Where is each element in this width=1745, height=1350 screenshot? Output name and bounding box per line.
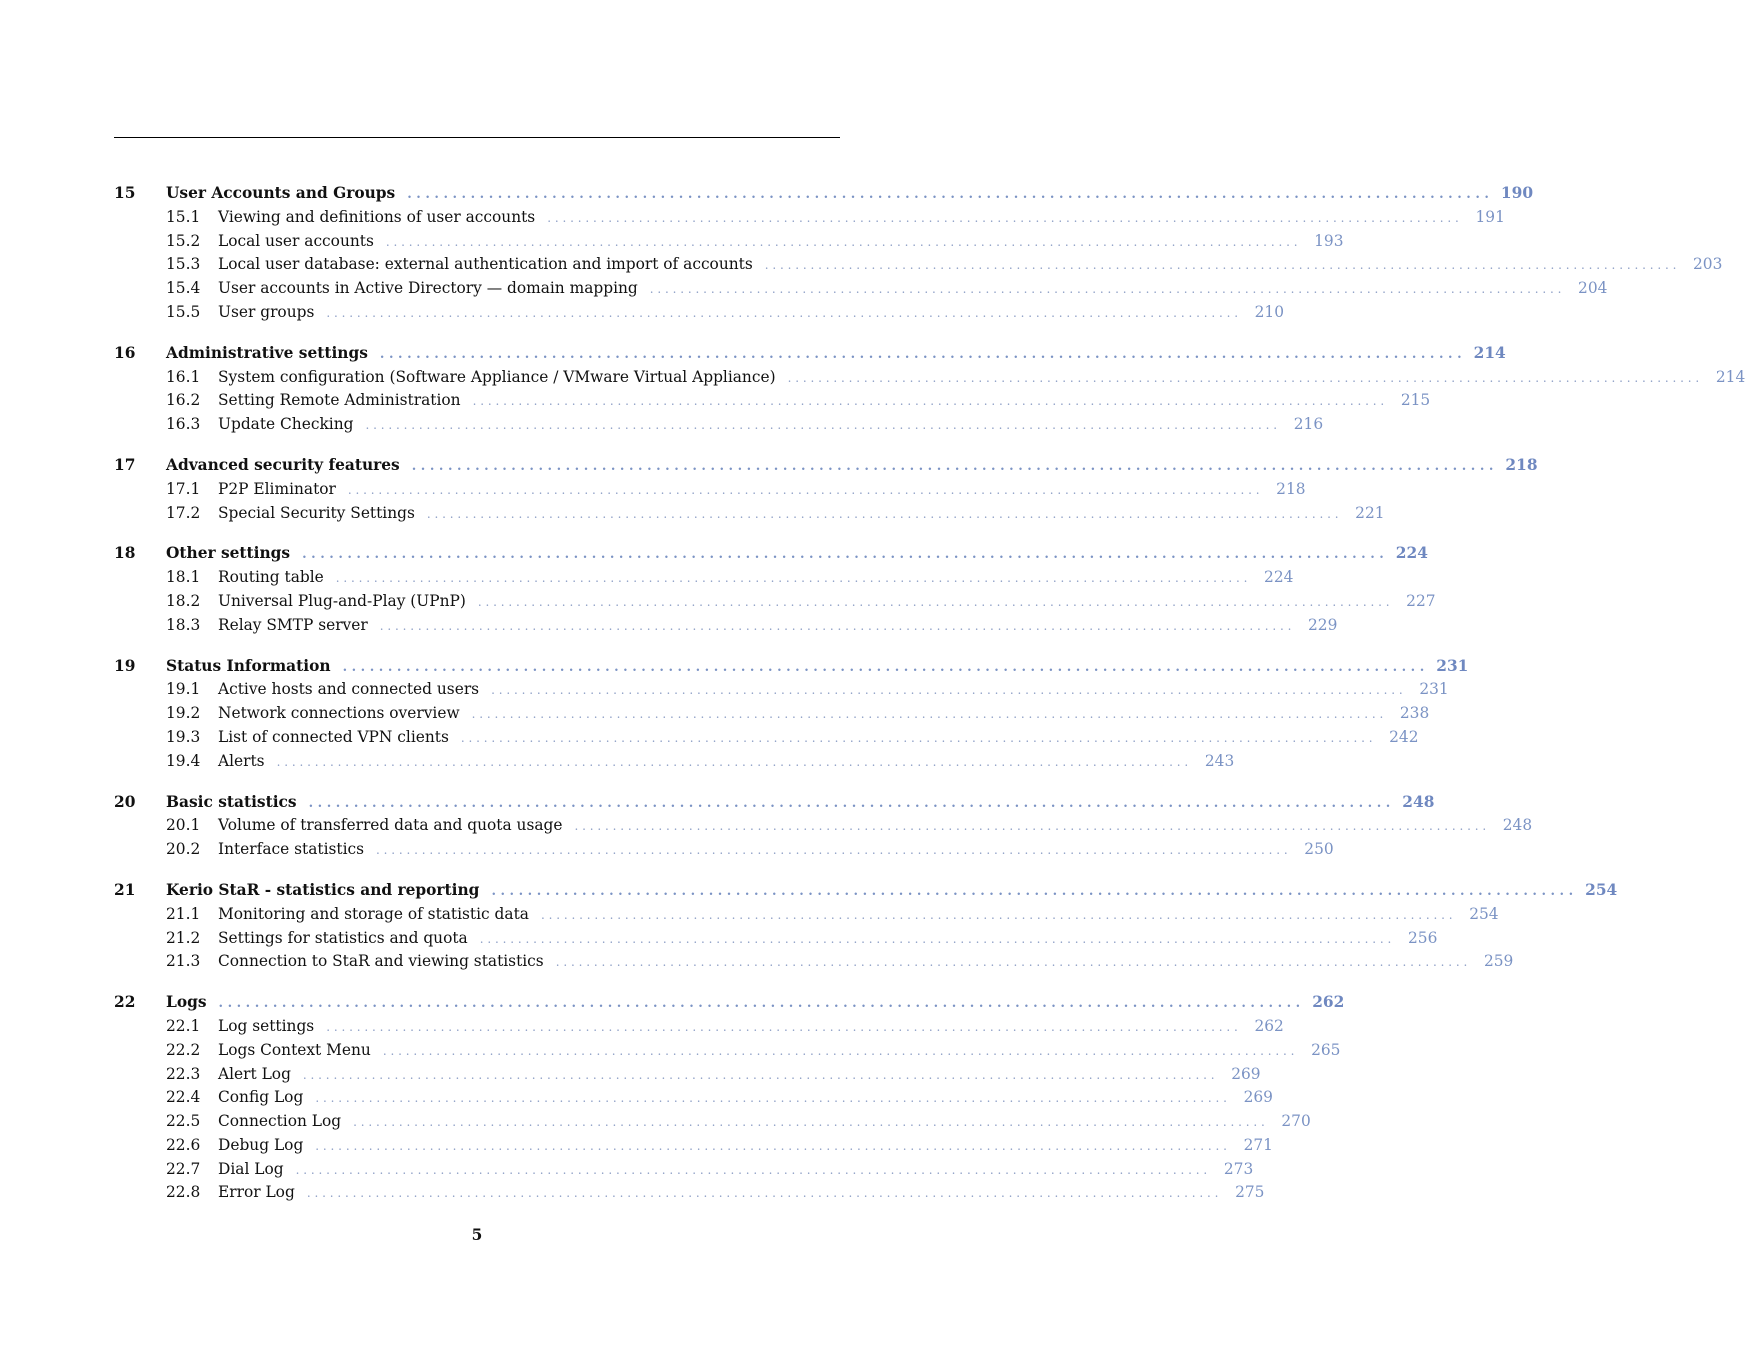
page-link[interactable]: 215 bbox=[1400, 391, 1431, 410]
dot-leader: . . . . . . . . . . . . . . . . . . . . . . . . . . . . . . . . . . . . . . . . . . . . . . . . . . . . . . . . . . . . . . . . . . . . . . . . . . . . . . . . . . . . . . . . . . . . . . . . . . . . . . . . . . . . . . . . . . . . . . . . bbox=[540, 907, 1453, 922]
chapter-number: 22 bbox=[114, 993, 136, 1012]
section-number: 15.5 bbox=[166, 302, 201, 321]
toc-entry bbox=[166, 342, 1506, 367]
section-number: 20.2 bbox=[166, 840, 201, 859]
toc-entry bbox=[218, 750, 1235, 775]
toc-chapter-row[interactable] bbox=[114, 342, 1506, 366]
dot-leader: . . . . . . . . . . . . . . . . . . . . . . . . . . . . . . . . . . . . . . . . . . . . . . . . . . . . . . . . . . . . . . . . . . . . . . . . . . . . . . . . . . . . . . . . . . . . . . . . . . . . . . . . . . . . . . . . . . . . . . . . bbox=[407, 187, 1489, 202]
toc-chapter-row[interactable] bbox=[114, 542, 1428, 566]
section-number: 21.2 bbox=[166, 928, 201, 947]
chapter-title[interactable]: Other settings bbox=[166, 544, 291, 563]
toc-entry bbox=[218, 1134, 1273, 1159]
toc-section-row[interactable] bbox=[114, 206, 1505, 230]
section-number: 21.1 bbox=[166, 904, 201, 923]
toc-entry bbox=[218, 814, 1533, 839]
section-title[interactable]: List of connected VPN clients bbox=[218, 727, 449, 746]
dot-leader: . . . . . . . . . . . . . . . . . . . . . . . . . . . . . . . . . . . . . . . . . . . . . . . . . . . . . . . . . . . . . . . . . . . . . . . . . . . . . . . . . . . . . . . . . . . . . . . . . . . . . . . . . . . . . . . . . . . . . . . . bbox=[379, 346, 1462, 362]
toc-entry bbox=[218, 1158, 1254, 1183]
toc-section-row[interactable] bbox=[114, 230, 1344, 254]
page-link[interactable]: 250 bbox=[1304, 840, 1334, 859]
section-title[interactable]: Error Log bbox=[218, 1183, 295, 1202]
page-link[interactable]: 275 bbox=[1235, 1183, 1265, 1202]
toc-section-row[interactable] bbox=[114, 678, 1449, 702]
toc-section-row[interactable] bbox=[114, 502, 1385, 526]
page-link[interactable]: 269 bbox=[1243, 1088, 1273, 1107]
page-link[interactable]: 204 bbox=[1578, 279, 1608, 298]
section-title[interactable]: Monitoring and storage of statistic data bbox=[218, 904, 529, 923]
dot-leader: . . . . . . . . . . . . . . . . . . . . . . . . . . . . . . . . . . . . . . . . . . . . . . . . . . . . . . . . . . . . . . . . . . . . . . . . . . . . . . . . . . . . . . . . . . . . . . . . . . . . . . . . . . . . . . . . . . . . . . . . bbox=[342, 659, 1425, 675]
toc-section-row[interactable] bbox=[114, 566, 1294, 590]
toc-entry bbox=[218, 413, 1324, 438]
toc-chapter-row[interactable] bbox=[114, 182, 1534, 206]
toc-entry bbox=[166, 454, 1538, 479]
toc-section-row[interactable] bbox=[114, 366, 1745, 390]
section-title[interactable]: Network connections overview bbox=[218, 704, 460, 723]
dot-leader: . . . . . . . . . . . . . . . . . . . . . . . . . . . . . . . . . . . . . . . . . . . . . . . . . . . . . . . . . . . . . . . . . . . . . . . . . . . . . . . . . . . . . . . . . . . . . . . . . . . . . . . . . . . . . . . . . . . . . . . . bbox=[787, 370, 1700, 385]
toc-entry bbox=[218, 726, 1419, 751]
page-link[interactable]: 248 bbox=[1502, 816, 1533, 835]
dot-leader: . . . . . . . . . . . . . . . . . . . . . . . . . . . . . . . . . . . . . . . . . . . . . . . . . . . . . . . . . . . . . . . . . . . . . . . . . . . . . . . . . . . . . . . . . . . . . . . . . . . . . . . . . . . . . . . . . . . . . . . . bbox=[491, 883, 1574, 899]
toc-entry bbox=[218, 253, 1723, 278]
section-number: 22.2 bbox=[166, 1040, 201, 1059]
page-link[interactable]: 262 bbox=[1254, 1016, 1284, 1035]
toc-entry bbox=[218, 838, 1334, 863]
dot-leader: . . . . . . . . . . . . . . . . . . . . . . . . . . . . . . . . . . . . . . . . . . . . . . . . . . . . . . . . . . . . . . . . . . . . . . . . . . . . . . . . . . . . . . . . . . . . . . . . . . . . . . . . . . . . . . . . . . . . . . . . bbox=[471, 707, 1384, 722]
toc-section-row[interactable] bbox=[114, 1110, 1311, 1134]
section-number: 19.2 bbox=[166, 704, 201, 723]
section-title[interactable]: Settings for statistics and quota bbox=[218, 928, 468, 947]
section-title[interactable]: User accounts in Active Directory — domain mapping bbox=[218, 279, 638, 298]
section-number: 22.7 bbox=[166, 1159, 201, 1178]
page-link[interactable]: 238 bbox=[1399, 704, 1430, 723]
toc-entry bbox=[166, 542, 1428, 567]
toc-entry bbox=[166, 182, 1534, 207]
dot-leader: . . . . . . . . . . . . . . . . . . . . . . . . . . . . . . . . . . . . . . . . . . . . . . . . . . . . . . . . . . . . . . . . . . . . . . . . . . . . . . . . . . . . . . . . . . . . . . . . . . . . . . . . . . . . . . . . . . . . . . . . bbox=[326, 1019, 1238, 1034]
section-title[interactable]: Alert Log bbox=[218, 1064, 291, 1083]
page-link[interactable]: 262 bbox=[1312, 993, 1345, 1012]
chapter-title[interactable]: Kerio StaR - statistics and reporting bbox=[166, 880, 480, 899]
dot-leader: . . . . . . . . . . . . . . . . . . . . . . . . . . . . . . . . . . . . . . . . . . . . . . . . . . . . . . . . . . . . . . . . . . . . . . . . . . . . . . . . . . . . . . . . . . . . . . . . . . . . . . . . . . . . . . . . . . . . . . . . bbox=[365, 418, 1278, 433]
dot-leader: . . . . . . . . . . . . . . . . . . . . . . . . . . . . . . . . . . . . . . . . . . . . . . . . . . . . . . . . . . . . . . . . . . . . . . . . . . . . . . . . . . . . . . . . . . . . . . . . . . . . . . . . . . . . . . . . . . . . . . . . bbox=[479, 931, 1392, 946]
chapter-title[interactable]: Administrative settings bbox=[166, 343, 368, 362]
dot-leader: . . . . . . . . . . . . . . . . . . . . . . . . . . . . . . . . . . . . . . . . . . . . . . . . . . . . . . . . . . . . . . . . . . . . . . . . . . . . . . . . . . . . . . . . . . . . . . . . . . . . . . . . . . . . . . . . . . . . . . . . bbox=[276, 754, 1189, 769]
chapter-title[interactable]: Logs bbox=[166, 993, 207, 1012]
chapter-title[interactable]: User Accounts and Groups bbox=[166, 184, 396, 202]
toc-section-row[interactable] bbox=[114, 726, 1419, 750]
section-title[interactable]: Relay SMTP server bbox=[218, 615, 368, 634]
page-link[interactable]: 193 bbox=[1314, 231, 1344, 250]
dot-leader: . . . . . . . . . . . . . . . . . . . . . . . . . . . . . . . . . . . . . . . . . . . . . . . . . . . . . . . . . . . . . . . . . . . . . . . . . . . . . . . . . . . . . . . . . . . . . . . . . . . . . . . . . . . . . . . . . . . . . . . . bbox=[574, 819, 1487, 834]
section-number: 16.2 bbox=[166, 391, 201, 410]
section-number: 19.4 bbox=[166, 751, 201, 770]
dot-leader: . . . . . . . . . . . . . . . . . . . . . . . . . . . . . . . . . . . . . . . . . . . . . . . . . . . . . . . . . . . . . . . . . . . . . . . . . . . . . . . . . . . . . . . . . . . . . . . . . . . . . . . . . . . . . . . . . . . . . . . . bbox=[411, 458, 1494, 474]
page-link[interactable]: 203 bbox=[1693, 255, 1723, 274]
section-number: 18.1 bbox=[166, 568, 201, 587]
dot-leader: . . . . . . . . . . . . . . . . . . . . . . . . . . . . . . . . . . . . . . . . . . . . . . . . . . . . . . . . . . . . . . . . . . . . . . . . . . . . . . . . . . . . . . . . . . . . . . . . . . . . . . . . . . . . . . . . . . . . . . . . bbox=[347, 482, 1260, 497]
toc-chapter bbox=[114, 655, 1469, 774]
dot-leader: . . . . . . . . . . . . . . . . . . . . . . . . . . . . . . . . . . . . . . . . . . . . . . . . . . . . . . . . . . . . . . . . . . . . . . . . . . . . . . . . . . . . . . . . . . . . . . . . . . . . . . . . . . . . . . . . . . . . . . . . bbox=[326, 305, 1239, 320]
table-of-contents bbox=[114, 182, 1745, 1222]
section-title[interactable]: Update Checking bbox=[218, 415, 354, 434]
toc-chapter bbox=[114, 454, 1538, 525]
chapter-number: 18 bbox=[114, 544, 136, 563]
toc-section-row[interactable] bbox=[114, 590, 1436, 614]
toc-entry bbox=[218, 1015, 1284, 1040]
section-number: 17.2 bbox=[166, 503, 201, 522]
toc-chapter-row[interactable] bbox=[114, 791, 1435, 815]
section-number: 18.2 bbox=[166, 591, 201, 610]
dot-leader: . . . . . . . . . . . . . . . . . . . . . . . . . . . . . . . . . . . . . . . . . . . . . . . . . . . . . . . . . . . . . . . . . . . . . . . . . . . . . . . . . . . . . . . . . . . . . . . . . . . . . . . . . . . . . . . . . . . . . . . . bbox=[308, 795, 1391, 811]
toc-entry bbox=[218, 389, 1431, 414]
dot-leader: . . . . . . . . . . . . . . . . . . . . . . . . . . . . . . . . . . . . . . . . . . . . . . . . . . . . . . . . . . . . . . . . . . . . . . . . . . . . . . . . . . . . . . . . . . . . . . . . . . . . . . . . . . . . . . . . . . . . . . . . bbox=[295, 1162, 1208, 1177]
page-link[interactable]: 218 bbox=[1505, 455, 1538, 474]
dot-leader: . . . . . . . . . . . . . . . . . . . . . . . . . . . . . . . . . . . . . . . . . . . . . . . . . . . . . . . . . . . . . . . . . . . . . . . . . . . . . . . . . . . . . . . . . . . . . . . . . . . . . . . . . . . . . . . . . . . . . . . . bbox=[460, 730, 1373, 745]
page-link[interactable]: 218 bbox=[1276, 479, 1306, 498]
header-rule bbox=[114, 137, 840, 138]
toc-entry bbox=[218, 702, 1430, 727]
section-title[interactable]: Interface statistics bbox=[218, 840, 365, 859]
dot-leader: . . . . . . . . . . . . . . . . . . . . . . . . . . . . . . . . . . . . . . . . . . . . . . . . . . . . . . . . . . . . . . . . . . . . . . . . . . . . . . . . . . . . . . . . . . . . . . . . . . . . . . . . . . . . . . . . . . . . . . . . bbox=[335, 571, 1248, 586]
page-link[interactable]: 191 bbox=[1475, 207, 1505, 226]
section-number: 16.1 bbox=[166, 367, 201, 386]
toc-section-row[interactable] bbox=[114, 1134, 1273, 1158]
dot-leader: . . . . . . . . . . . . . . . . . . . . . . . . . . . . . . . . . . . . . . . . . . . . . . . . . . . . . . . . . . . . . . . . . . . . . . . . . . . . . . . . . . . . . . . . . . . . . . . . . . . . . . . . . . . . . . . . . . . . . . . . bbox=[306, 1186, 1219, 1201]
toc-section-row[interactable] bbox=[114, 413, 1324, 437]
toc-section-row[interactable] bbox=[114, 1015, 1284, 1039]
dot-leader: . . . . . . . . . . . . . . . . . . . . . . . . . . . . . . . . . . . . . . . . . . . . . . . . . . . . . . . . . . . . . . . . . . . . . . . . . . . . . . . . . . . . . . . . . . . . . . . . . . . . . . . . . . . . . . . . . . . . . . . . bbox=[315, 1091, 1227, 1106]
dot-leader: . . . . . . . . . . . . . . . . . . . . . . . . . . . . . . . . . . . . . . . . . . . . . . . . . . . . . . . . . . . . . . . . . . . . . . . . . . . . . . . . . . . . . . . . . . . . . . . . . . . . . . . . . . . . . . . . . . . . . . . . bbox=[218, 996, 1301, 1012]
section-title[interactable]: Log settings bbox=[218, 1016, 315, 1035]
section-number: 19.1 bbox=[166, 680, 201, 699]
chapter-title[interactable]: Basic statistics bbox=[166, 792, 297, 811]
toc-entry bbox=[218, 950, 1514, 975]
toc-chapter bbox=[114, 542, 1436, 637]
dot-leader: . . . . . . . . . . . . . . . . . . . . . . . . . . . . . . . . . . . . . . . . . . . . . . . . . . . . . . . . . . . . . . . . . . . . . . . . . . . . . . . . . . . . . . . . . . . . . . . . . . . . . . . . . . . . . . . . . . . . . . . . bbox=[376, 843, 1288, 858]
toc-section-row[interactable] bbox=[114, 301, 1285, 325]
toc-entry bbox=[218, 927, 1438, 952]
chapter-number: 16 bbox=[114, 343, 136, 362]
toc-entry bbox=[218, 590, 1436, 615]
toc-section-row[interactable] bbox=[114, 1063, 1261, 1087]
chapter-title[interactable]: Advanced security features bbox=[166, 455, 400, 474]
section-number: 22.3 bbox=[166, 1064, 201, 1083]
toc-section-row[interactable] bbox=[114, 1086, 1273, 1110]
toc-section-row[interactable] bbox=[114, 614, 1338, 638]
toc-entry bbox=[218, 277, 1608, 302]
toc-chapter bbox=[114, 791, 1533, 862]
dot-leader: . . . . . . . . . . . . . . . . . . . . . . . . . . . . . . . . . . . . . . . . . . . . . . . . . . . . . . . . . . . . . . . . . . . . . . . . . . . . . . . . . . . . . . . . . . . . . . . . . . . . . . . . . . . . . . . . . . . . . . . . bbox=[379, 618, 1292, 633]
chapter-number: 21 bbox=[114, 880, 136, 899]
section-number: 22.5 bbox=[166, 1112, 201, 1131]
toc-entry bbox=[218, 1063, 1261, 1088]
toc-entry bbox=[166, 655, 1469, 680]
toc-section-row[interactable] bbox=[114, 950, 1514, 974]
section-title[interactable]: Logs Context Menu bbox=[218, 1040, 371, 1059]
toc-entry bbox=[218, 566, 1294, 591]
page-link[interactable]: 242 bbox=[1389, 727, 1419, 746]
section-title[interactable]: Alerts bbox=[218, 751, 265, 770]
toc-section-row[interactable] bbox=[114, 1039, 1341, 1063]
toc-chapter-row[interactable] bbox=[114, 454, 1538, 478]
toc-entry bbox=[218, 206, 1505, 231]
section-title[interactable]: Local user accounts bbox=[218, 231, 374, 250]
section-number: 22.4 bbox=[166, 1088, 201, 1107]
toc-entry bbox=[166, 991, 1345, 1016]
section-number: 15.4 bbox=[166, 279, 201, 298]
page-link[interactable]: 190 bbox=[1500, 184, 1534, 202]
section-title[interactable]: Config Log bbox=[218, 1088, 304, 1107]
section-title[interactable]: Debug Log bbox=[218, 1135, 304, 1154]
toc-section-row[interactable] bbox=[114, 903, 1499, 927]
page-link[interactable]: 210 bbox=[1254, 302, 1285, 321]
page-link[interactable]: 214 bbox=[1715, 367, 1745, 386]
section-title[interactable]: System configuration (Software Appliance / VMware Virtual Appliance) bbox=[218, 367, 776, 386]
toc-chapter bbox=[114, 879, 1618, 974]
section-title[interactable]: Viewing and definitions of user accounts bbox=[218, 207, 536, 226]
page-link[interactable]: 231 bbox=[1419, 680, 1449, 699]
toc-section-row[interactable] bbox=[114, 478, 1306, 502]
section-title[interactable]: User groups bbox=[218, 302, 315, 321]
toc-section-row[interactable] bbox=[114, 927, 1438, 951]
section-title[interactable]: Routing table bbox=[218, 568, 324, 587]
section-number: 20.1 bbox=[166, 816, 201, 835]
section-title[interactable]: Connection to StaR and viewing statistics bbox=[218, 952, 544, 971]
dot-leader: . . . . . . . . . . . . . . . . . . . . . . . . . . . . . . . . . . . . . . . . . . . . . . . . . . . . . . . . . . . . . . . . . . . . . . . . . . . . . . . . . . . . . . . . . . . . . . . . . . . . . . . . . . . . . . . . . . . . . . . . bbox=[302, 547, 1384, 563]
section-number: 15.1 bbox=[166, 207, 201, 226]
section-number: 22.8 bbox=[166, 1183, 201, 1202]
toc-chapter bbox=[114, 342, 1745, 437]
dot-leader: . . . . . . . . . . . . . . . . . . . . . . . . . . . . . . . . . . . . . . . . . . . . . . . . . . . . . . . . . . . . . . . . . . . . . . . . . . . . . . . . . . . . . . . . . . . . . . . . . . . . . . . . . . . . . . . . . . . . . . . . bbox=[302, 1067, 1215, 1082]
page-link[interactable]: 271 bbox=[1243, 1135, 1273, 1154]
section-number: 21.3 bbox=[166, 952, 201, 971]
toc-entry bbox=[218, 614, 1338, 639]
toc-section-row[interactable] bbox=[114, 277, 1608, 301]
toc-entry bbox=[218, 1110, 1311, 1135]
page-link[interactable]: 216 bbox=[1293, 415, 1324, 434]
section-title[interactable]: Volume of transferred data and quota usage bbox=[218, 816, 563, 835]
toc-entry bbox=[166, 791, 1435, 816]
page-link[interactable]: 248 bbox=[1402, 792, 1435, 811]
chapter-number: 19 bbox=[114, 656, 136, 675]
page-link[interactable]: 229 bbox=[1308, 615, 1338, 634]
page-link[interactable]: 231 bbox=[1436, 656, 1469, 675]
toc-entry bbox=[218, 366, 1745, 391]
page-link[interactable]: 243 bbox=[1204, 751, 1235, 770]
toc-section-row[interactable] bbox=[114, 702, 1430, 726]
section-title[interactable]: Special Security Settings bbox=[218, 503, 415, 522]
section-title[interactable]: Setting Remote Administration bbox=[218, 391, 461, 410]
page-link[interactable]: 224 bbox=[1264, 568, 1294, 587]
toc-section-row[interactable] bbox=[114, 1181, 1265, 1205]
section-title[interactable]: Active hosts and connected users bbox=[218, 680, 480, 699]
page-link[interactable]: 221 bbox=[1355, 503, 1385, 522]
toc-section-row[interactable] bbox=[114, 389, 1431, 413]
toc-entry bbox=[218, 230, 1344, 255]
section-title[interactable]: Universal Plug-and-Play (UPnP) bbox=[218, 591, 466, 610]
page-number: 5 bbox=[471, 1226, 483, 1244]
toc-chapter bbox=[114, 182, 1723, 325]
dot-leader: . . . . . . . . . . . . . . . . . . . . . . . . . . . . . . . . . . . . . . . . . . . . . . . . . . . . . . . . . . . . . . . . . . . . . . . . . . . . . . . . . . . . . . . . . . . . . . . . . . . . . . . . . . . . . . . . . . . . . . . . bbox=[477, 594, 1390, 609]
section-number: 15.3 bbox=[166, 255, 201, 274]
toc-section-row[interactable] bbox=[114, 253, 1723, 277]
dot-leader: . . . . . . . . . . . . . . . . . . . . . . . . . . . . . . . . . . . . . . . . . . . . . . . . . . . . . . . . . . . . . . . . . . . . . . . . . . . . . . . . . . . . . . . . . . . . . . . . . . . . . . . . . . . . . . . . . . . . . . . . bbox=[472, 394, 1385, 409]
toc-section-row[interactable] bbox=[114, 838, 1334, 862]
section-number: 17.1 bbox=[166, 479, 201, 498]
page-link[interactable]: 224 bbox=[1395, 544, 1428, 563]
section-title[interactable]: P2P Eliminator bbox=[218, 479, 336, 498]
section-number: 16.3 bbox=[166, 415, 201, 434]
dot-leader: . . . . . . . . . . . . . . . . . . . . . . . . . . . . . . . . . . . . . . . . . . . . . . . . . . . . . . . . . . . . . . . . . . . . . . . . . . . . . . . . . . . . . . . . . . . . . . . . . . . . . . . . . . . . . . . . . . . . . . . . bbox=[382, 1043, 1295, 1058]
dot-leader: . . . . . . . . . . . . . . . . . . . . . . . . . . . . . . . . . . . . . . . . . . . . . . . . . . . . . . . . . . . . . . . . . . . . . . . . . . . . . . . . . . . . . . . . . . . . . . . . . . . . . . . . . . . . . . . . . . . . . . . . bbox=[649, 282, 1562, 297]
toc-entry bbox=[218, 1039, 1341, 1064]
toc-chapter bbox=[114, 991, 1345, 1205]
page-link[interactable]: 256 bbox=[1407, 928, 1438, 947]
page-link[interactable]: 269 bbox=[1231, 1064, 1261, 1083]
section-number: 19.3 bbox=[166, 727, 201, 746]
page-link[interactable]: 227 bbox=[1406, 591, 1436, 610]
dot-leader: . . . . . . . . . . . . . . . . . . . . . . . . . . . . . . . . . . . . . . . . . . . . . . . . . . . . . . . . . . . . . . . . . . . . . . . . . . . . . . . . . . . . . . . . . . . . . . . . . . . . . . . . . . . . . . . . . . . . . . . . bbox=[385, 234, 1298, 249]
page-link[interactable]: 273 bbox=[1223, 1159, 1254, 1178]
section-number: 15.2 bbox=[166, 231, 201, 250]
section-title[interactable]: Local user database: external authentication and import of accounts bbox=[218, 255, 753, 274]
page-link[interactable]: 259 bbox=[1483, 952, 1514, 971]
chapter-number: 15 bbox=[114, 184, 136, 202]
page-link[interactable]: 270 bbox=[1281, 1112, 1311, 1131]
chapter-title[interactable]: Status Information bbox=[166, 656, 331, 675]
dot-leader: . . . . . . . . . . . . . . . . . . . . . . . . . . . . . . . . . . . . . . . . . . . . . . . . . . . . . . . . . . . . . . . . . . . . . . . . . . . . . . . . . . . . . . . . . . . . . . . . . . . . . . . . . . . . . . . . . . . . . . . . bbox=[315, 1138, 1227, 1153]
toc-entry bbox=[218, 1086, 1273, 1111]
section-number: 18.3 bbox=[166, 615, 201, 634]
page-link[interactable]: 214 bbox=[1473, 343, 1506, 362]
page-link[interactable]: 254 bbox=[1469, 904, 1499, 923]
toc-section-row[interactable] bbox=[114, 1158, 1254, 1182]
toc-entry bbox=[218, 678, 1449, 703]
page-link[interactable]: 254 bbox=[1585, 880, 1618, 899]
section-title[interactable]: Dial Log bbox=[218, 1159, 284, 1178]
toc-entry bbox=[166, 879, 1618, 904]
dot-leader: . . . . . . . . . . . . . . . . . . . . . . . . . . . . . . . . . . . . . . . . . . . . . . . . . . . . . . . . . . . . . . . . . . . . . . . . . . . . . . . . . . . . . . . . . . . . . . . . . . . . . . . . . . . . . . . . . . . . . . . . bbox=[547, 210, 1459, 225]
dot-leader: . . . . . . . . . . . . . . . . . . . . . . . . . . . . . . . . . . . . . . . . . . . . . . . . . . . . . . . . . . . . . . . . . . . . . . . . . . . . . . . . . . . . . . . . . . . . . . . . . . . . . . . . . . . . . . . . . . . . . . . . bbox=[555, 955, 1468, 970]
toc-entry bbox=[218, 502, 1385, 527]
toc-chapter-row[interactable] bbox=[114, 879, 1618, 903]
toc-entry bbox=[218, 903, 1499, 928]
dot-leader: . . . . . . . . . . . . . . . . . . . . . . . . . . . . . . . . . . . . . . . . . . . . . . . . . . . . . . . . . . . . . . . . . . . . . . . . . . . . . . . . . . . . . . . . . . . . . . . . . . . . . . . . . . . . . . . . . . . . . . . . bbox=[353, 1115, 1265, 1130]
dot-leader: . . . . . . . . . . . . . . . . . . . . . . . . . . . . . . . . . . . . . . . . . . . . . . . . . . . . . . . . . . . . . . . . . . . . . . . . . . . . . . . . . . . . . . . . . . . . . . . . . . . . . . . . . . . . . . . . . . . . . . . . bbox=[764, 258, 1677, 273]
toc-chapter-row[interactable] bbox=[114, 991, 1345, 1015]
toc-chapter-row[interactable] bbox=[114, 655, 1469, 679]
section-title[interactable]: Connection Log bbox=[218, 1112, 342, 1131]
dot-leader: . . . . . . . . . . . . . . . . . . . . . . . . . . . . . . . . . . . . . . . . . . . . . . . . . . . . . . . . . . . . . . . . . . . . . . . . . . . . . . . . . . . . . . . . . . . . . . . . . . . . . . . . . . . . . . . . . . . . . . . . bbox=[491, 683, 1403, 698]
section-number: 22.1 bbox=[166, 1016, 201, 1035]
page-link[interactable]: 265 bbox=[1311, 1040, 1341, 1059]
chapter-number: 20 bbox=[114, 792, 136, 811]
toc-section-row[interactable] bbox=[114, 814, 1533, 838]
toc-entry bbox=[218, 301, 1285, 326]
dot-leader: . . . . . . . . . . . . . . . . . . . . . . . . . . . . . . . . . . . . . . . . . . . . . . . . . . . . . . . . . . . . . . . . . . . . . . . . . . . . . . . . . . . . . . . . . . . . . . . . . . . . . . . . . . . . . . . . . . . . . . . . bbox=[426, 506, 1339, 521]
toc-entry bbox=[218, 1181, 1265, 1206]
toc-entry bbox=[218, 478, 1306, 503]
toc-section-row[interactable] bbox=[114, 750, 1235, 774]
chapter-number: 17 bbox=[114, 455, 136, 474]
section-number: 22.6 bbox=[166, 1135, 201, 1154]
